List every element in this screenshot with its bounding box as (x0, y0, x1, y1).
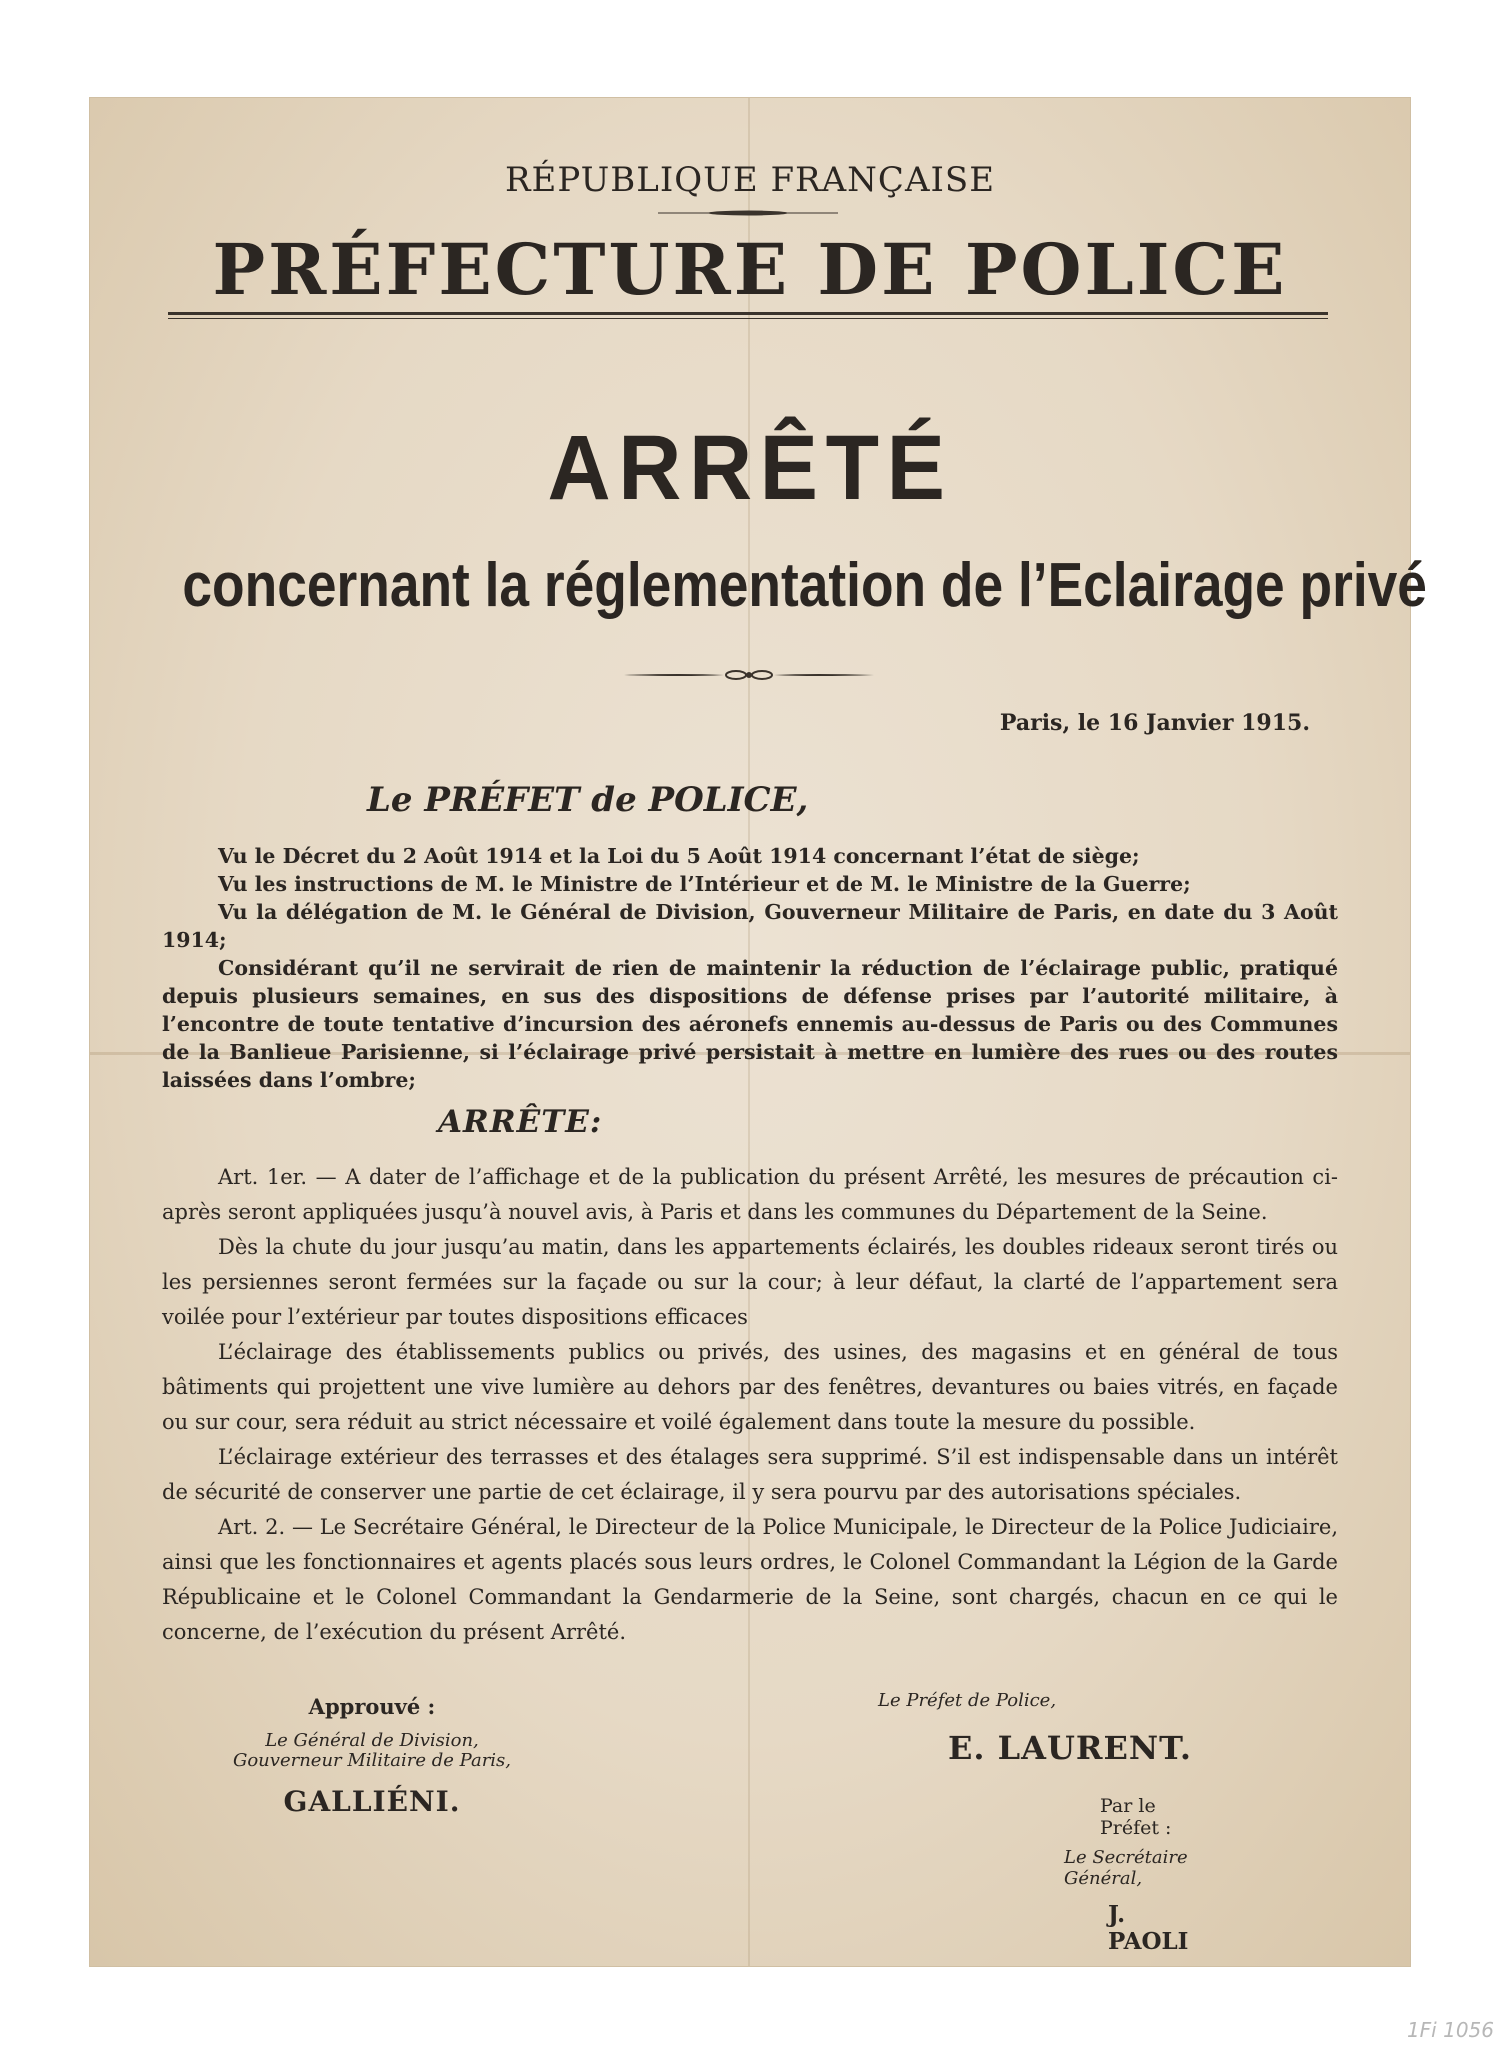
poster-subtitle: concernant la réglementation de l’Eclairage privé (182, 551, 1427, 620)
article-paragraph: L’éclairage extérieur des terrasses et des étalages sera supprimé. S’il est indispensable dans un intérêt de sécurité de conserver une partie de cet éclairage, il y sera pourvu par des autorisations spéciales. (162, 1445, 1338, 1504)
considerant-paragraph: Vu la délégation de M. le Général de Division, Gouverneur Militaire de Paris, en date du 3 Août 1914; (162, 900, 1338, 952)
prefet-signature-block (790, 1690, 1210, 1955)
gouverneur-role-line: Gouverneur Militaire de Paris, (232, 1750, 512, 1771)
small-ornament-divider (658, 208, 838, 218)
paoli-signature-name: J. PAOLI (1108, 1901, 1189, 1955)
secretaire-general-label: Le Secrétaire Général, (1064, 1847, 1188, 1889)
issue-date: Paris, le 16 Janvier 1915. (999, 710, 1310, 736)
prefecture-heading: PRÉFECTURE DE POLICE (212, 228, 1288, 311)
considerants-section (162, 842, 1338, 1094)
considerant-paragraph: Vu les instructions de M. le Ministre de l’Intérieur et de M. le Ministre de la Guerre; (218, 872, 1191, 896)
arrete-heading: ARRÊTE: (438, 1104, 603, 1140)
poster (90, 98, 1427, 1966)
laurent-signature-name: E. LAURENT. (948, 1729, 1192, 1767)
par-le-prefet-label: Par le Préfet : (1100, 1795, 1172, 1839)
approval-signature-block (202, 1694, 542, 1818)
approuve-label: Approuvé : (308, 1694, 436, 1719)
considerant-paragraph: Vu le Décret du 2 Août 1914 et la Loi du 5 Août 1914 concernant l’état de siège; (218, 844, 1140, 868)
poster-title: ARRÊTÉ (547, 417, 953, 519)
article-paragraph: Art. 1er. — A dater de l’affichage et de la publication du présent Arrêté, les mesures de précaution ci-après seront appliquées jusqu’à nouvel avis, à Paris et dans les communes du Département de la Seine. (162, 1165, 1338, 1224)
article-paragraph: Art. 2. — Le Secrétaire Général, le Directeur de la Police Municipale, le Directeur de la Police Judiciaire, ainsi que les fonctionnaires et agents placés sous leurs ordres, le Colonel Commandant la Légion de la Garde Républicaine et le Colonel Commandant la Gendarmerie de la Seine, sont chargés, chacun en ce qui le concerne, de l’exécution du présent Arrêté. (162, 1515, 1338, 1644)
title-ornament-divider (624, 668, 874, 682)
gallieni-signature-name: GALLIÉNI. (283, 1785, 461, 1818)
article-paragraph: L’éclairage des établissements publics ou privés, des usines, des magasins et en général de tous bâtiments qui projettent une vive lumière au dehors par des fenêtres, devantures ou baies vitrés, en façade ou sur cour, sera réduit au strict nécessaire et voilé également dans toute la mesure du possible. (162, 1340, 1338, 1434)
archive-reference: 1Fi 1056 (1406, 2018, 1494, 2042)
general-role-line: Le Général de Division, (265, 1730, 479, 1751)
considerant-paragraph: Considérant qu’il ne servirait de rien de maintenir la réduction de l’éclairage public, pratiqué depuis plusieurs semaines, en sus des dispositions de défense prises par l’autorité militaire, à l’encontre de toute tentative d’incursion des aéronefs ennemis au-dessus de Paris ou des Communes de la Banlieue Parisienne, si l’éclairage privé persistait à mettre en lumière des rues ou des routes laissées dans l’ombre; (162, 956, 1338, 1092)
article-paragraph: Dès la chute du jour jusqu’au matin, dans les appartements éclairés, les doubles rideaux seront tirés ou les persiennes seront fermées sur la façade ou sur la cour; à leur défaut, la clarté de l’appartement sera voilée pour l’extérieur par toutes dispositions efficaces (162, 1235, 1338, 1329)
prefet-heading: Le PRÉFET de POLICE, (367, 780, 809, 820)
prefet-signature-label: Le Préfet de Police, (878, 1690, 1057, 1711)
header-rule-thick (168, 312, 1328, 315)
republique-heading: RÉPUBLIQUE FRANÇAISE (504, 160, 996, 200)
header-rule-thin (168, 318, 1328, 319)
articles-section (162, 1160, 1338, 1650)
